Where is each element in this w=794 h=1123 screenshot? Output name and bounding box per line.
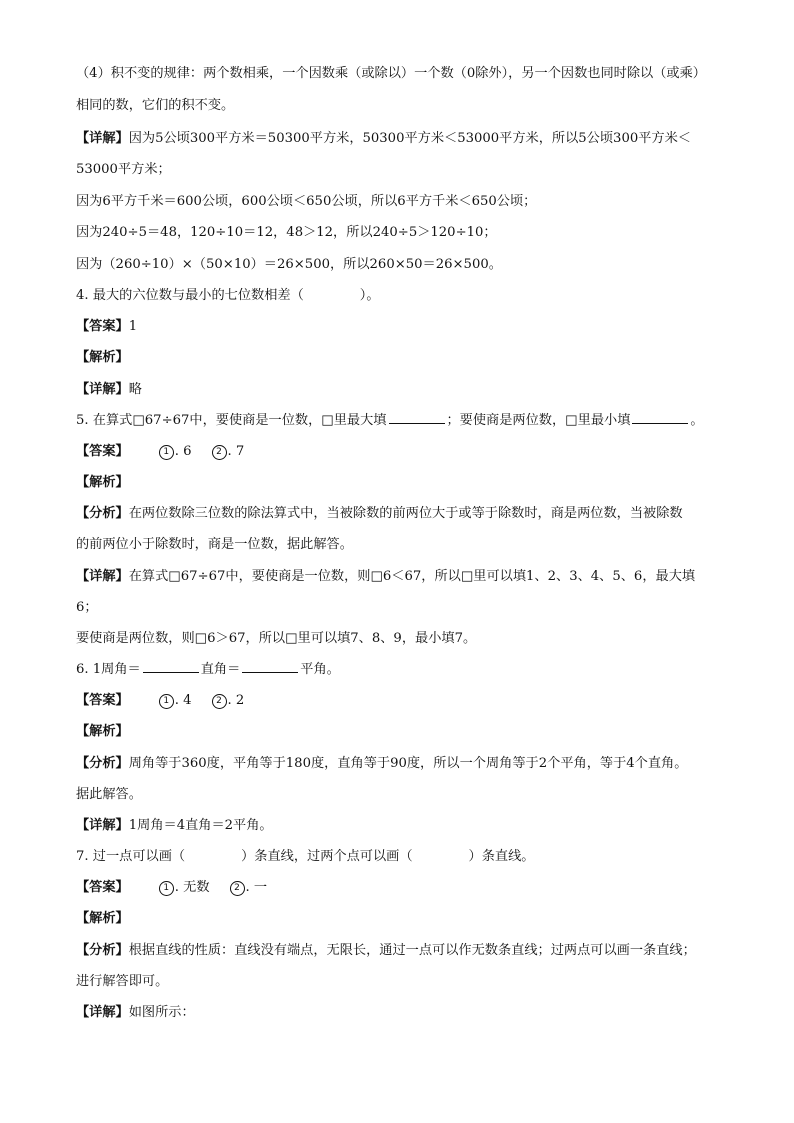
question-6: 6. 1周角＝ 直角＝ 平角。 xyxy=(76,662,340,677)
detail-line: 【详解】因为5公顷300平方米＝50300平方米，50300平方米＜53000平方米，所以5公顷300平方米＜ xyxy=(76,131,691,146)
text-line: 因为6平方千米＝600公顷，600公顷＜650公顷，所以6平方千米＜650公顷； xyxy=(76,194,537,209)
analysis-line: 【分析】根据直线的性质：直线没有端点，无限长，通过一点可以作无数条直线；过两点可以画一条直线； xyxy=(76,943,696,958)
detail-line: 【详解】如图所示： xyxy=(76,1005,195,1020)
text-line: 因为（260÷10）×（50×10）＝26×500，所以260×50＝26×500。 xyxy=(76,257,502,272)
text-line: 的前两位小于除数时，商是一位数，据此解答。 xyxy=(76,537,353,552)
circled-number-icon: 1 xyxy=(159,881,174,896)
detail-label: 【详解】 xyxy=(76,131,129,146)
analysis-label: 【解析】 xyxy=(76,350,129,365)
text-line: 进行解答即可。 xyxy=(76,974,169,989)
text-line: 53000平方米； xyxy=(76,162,171,177)
circled-number-icon: 2 xyxy=(212,694,227,709)
analysis-line: 【分析】在两位数除三位数的除法算式中，当被除数的前两位大于或等于除数时，商是两位数，当被除数 xyxy=(76,506,683,521)
text-line: 因为240÷5＝48，120÷10＝12，48＞12，所以240÷5＞120÷10； xyxy=(76,225,497,240)
question-4: 4. 最大的六位数与最小的七位数相差（ ）。 xyxy=(76,288,380,303)
answer-line: 【答案】1 xyxy=(76,319,138,334)
detail-line: 【详解】略 xyxy=(76,382,142,397)
answer-blank xyxy=(389,411,445,424)
question-5: 5. 在算式□67÷67中，要使商是一位数，□里最大填 ；要使商是两位数，□里最小填 。 xyxy=(76,413,704,428)
text-line: 6； xyxy=(76,600,98,615)
answer-blank xyxy=(242,660,298,673)
answer-blank xyxy=(143,660,199,673)
answer-line: 【答案】 1 . 4 2 . 2 xyxy=(76,693,245,708)
circled-number-icon: 2 xyxy=(212,445,227,460)
text-line: （4）积不变的规律：两个数相乘，一个因数乘（或除以）一个数（0除外），另一个因数也同时除以（或乘） xyxy=(76,66,706,81)
analysis-line: 【分析】周角等于360度，平角等于180度，直角等于90度，所以一个周角等于2个平角，等于4个直角。 xyxy=(76,756,688,771)
circled-number-icon: 1 xyxy=(159,694,174,709)
question-7: 7. 过一点可以画（ ）条直线，过两个点可以画（ ）条直线。 xyxy=(76,849,535,864)
analysis-label: 【解析】 xyxy=(76,911,129,926)
detail-line: 【详解】1周角＝4直角＝2平角。 xyxy=(76,818,273,833)
detail-line: 【详解】在算式□67÷67中，要使商是一位数，则□6＜67，所以□里可以填1、2、3、4、5、6，最大填 xyxy=(76,569,696,584)
circled-number-icon: 1 xyxy=(159,445,174,460)
analysis-label: 【解析】 xyxy=(76,475,129,490)
answer-line: 【答案】 1 . 6 2 . 7 xyxy=(76,444,245,459)
answer-line: 【答案】 1 . 无数 2 . 一 xyxy=(76,880,268,895)
text-line: 要使商是两位数，则□6＞67，所以□里可以填7、8、9，最小填7。 xyxy=(76,631,477,646)
text-line: 据此解答。 xyxy=(76,787,142,802)
answer-blank xyxy=(632,411,688,424)
circled-number-icon: 2 xyxy=(230,881,245,896)
text-line: 相同的数，它们的积不变。 xyxy=(76,98,235,113)
analysis-label: 【解析】 xyxy=(76,724,129,739)
